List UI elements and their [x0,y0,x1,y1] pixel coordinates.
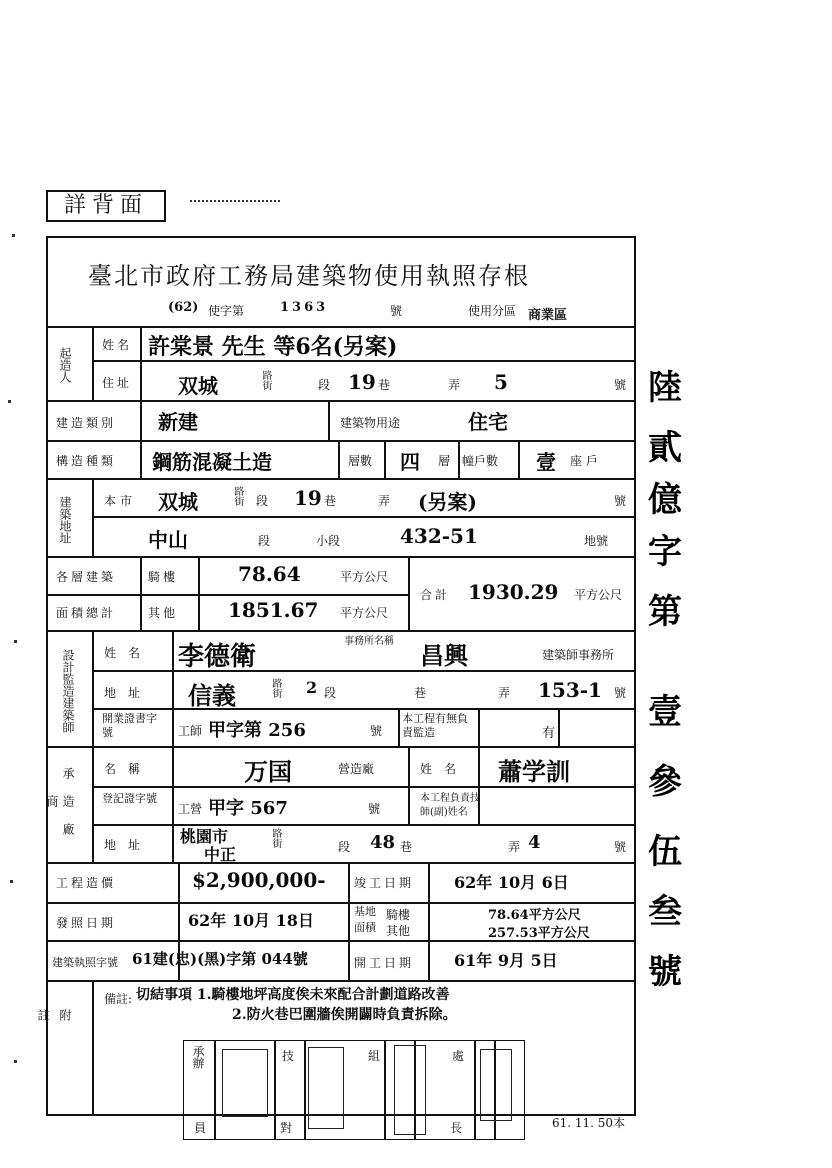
approval-stamps [183,1040,525,1140]
structure-value: 鋼筋混凝土造 [152,450,272,474]
building-class-label: 建造類別 [56,416,117,430]
stamp-label-tech: 技 [282,1049,295,1063]
building-use-label: 建築物用途 [340,416,401,430]
arcade-value: 78.64 [238,562,301,586]
architect-name-label: 姓名 [104,646,153,660]
architect-address-section: 段 [324,686,337,700]
completion-label: 竣工日期 [354,876,415,890]
permit-prefix: 使字第 [208,304,245,318]
contractor-name-label: 名稱 [104,762,153,776]
contractor-address-city: 桃園市 [180,827,229,846]
architect-address-road-labels: 路街 [270,678,281,698]
architect-address-road: 信義 [188,681,236,710]
scan-speck [14,1060,17,1063]
scan-speck [14,640,17,643]
site-alley: 弄 [378,494,391,508]
margin-char: 億 [648,480,682,520]
architect-license-prefix: 工師 [178,724,203,738]
building-use-value: 住宅 [468,410,508,434]
building-class-value: 新建 [158,410,198,434]
units-unit: 座 戶 [570,454,598,468]
margin-char: 字 [648,532,682,572]
stamp-label-staff: 員 [194,1121,207,1135]
contractor-name-suffix: 營造廠 [338,762,375,776]
floors-value: 四 [400,450,420,474]
site-label: 建築地址 [58,496,72,544]
arcade-unit: 平方公尺 [340,570,389,584]
architect-name-value: 李德衛 [178,642,257,672]
stamp-label-group: 組 [368,1049,381,1063]
margin-char: 號 [648,952,682,992]
site-city: 本市 [104,494,137,508]
start-value: 61年 9月 5日 [454,951,558,970]
other-unit: 平方公尺 [340,606,389,620]
contractor-person-label: 姓名 [420,762,469,776]
contractor-name-value: 万国 [244,757,292,786]
permit-number: 1363 [280,300,329,315]
site-lane: 巷 [324,494,337,508]
margin-char: 參 [648,762,682,802]
architect-supervision-value: 有 [542,726,556,741]
contractor-reg-prefix: 工營 [178,802,203,816]
builder-address-no: 號 [614,378,627,392]
margin-char: 貳 [648,428,682,468]
contractor-address-section: 段 [338,840,351,854]
architect-license-label: 開業證書字號 [102,712,157,739]
cost-label: 工程造價 [56,876,117,890]
header-tag-text: 詳背面 [63,193,148,218]
seal-stamp [222,1049,268,1117]
permit-form [36,236,636,1116]
contractor-reg-label: 登記證字號 [102,792,157,805]
architect-license-value: 甲字第 256 [208,720,306,741]
seal-stamp [480,1049,512,1121]
base-other-label: 其他 [386,924,411,938]
scan-speck [8,400,11,403]
scan-speck [10,880,13,883]
margin-char: 叁 [648,892,682,932]
base-arcade-value: 78.64平方公尺 [488,908,581,923]
builder-address-label: 住址 [102,376,133,390]
print-code: 61. 11. 50本 [552,1116,626,1130]
architect-office-label: 事務所名稱 [344,636,394,647]
remarks-note-label: 備註: [104,992,133,1006]
architect-section-label: 設計監造建築師 [61,649,75,733]
arcade-label: 騎樓 [148,570,179,584]
zone-value: 商業區 [528,308,568,323]
builder-address-road-labels: 路街 [260,370,271,390]
remarks-line2: 2.防火巷巴圍牆俟開闢時負責拆除。 [232,1007,457,1023]
other-value: 1851.67 [228,598,319,622]
margin-char: 第 [648,592,682,632]
contractor-reg-value: 甲字 567 [208,798,288,819]
seal-stamp [394,1045,426,1135]
cost-value: $2,900,000- [192,868,326,892]
builder-address-no-value: 5 [494,370,508,394]
floor-area-label-top: 各層建築 [56,570,117,584]
builder-address-district: 双城 [178,374,218,398]
contractor-person-value: 蕭学訓 [498,757,570,786]
total-value: 1930.29 [468,580,559,604]
architect-address-lane: 巷 [414,686,427,700]
architect-supervision-label: 本工程有無負責監造 [402,712,468,739]
builder-name-value: 許棠景 先生 等6名(另案) [148,334,398,360]
margin-char: 壹 [648,692,682,732]
builder-address-section: 段 [318,378,331,392]
architect-license-suffix: 號 [370,724,383,738]
architect-address-no: 號 [614,686,627,700]
units-label: 幢戶數 [462,454,499,468]
contractor-address-road-labels: 路街 [270,828,281,848]
architect-address-label: 地址 [104,686,153,700]
total-label: 合計 [420,588,451,602]
site-lane-value: 19 [294,486,322,510]
base-area-label: 基地面積 [354,905,376,934]
contractor-address-road: 中正 [204,845,237,864]
floors-unit: 層 [438,454,451,468]
floors-label: 層數 [348,454,373,468]
architect-address-section-value: 2 [306,678,318,697]
header-tag [46,190,166,222]
permit-year: (62) [168,300,199,315]
architect-address-no-value: 153-1 [538,678,602,702]
stamp-label-check: 對 [280,1121,293,1135]
margin-char: 陸 [648,368,682,408]
architect-office-suffix: 建築師事務所 [542,648,615,662]
margin-annotation [648,360,694,994]
architect-office-value: 昌興 [420,641,468,670]
license-no-label: 建築執照字號 [52,956,118,969]
base-other-value: 257.53平方公尺 [488,926,590,941]
permit-line [168,300,618,322]
builder-address-lane-value: 19 [348,370,376,394]
seal-stamp [308,1047,344,1129]
floor-area-label-bottom: 面積總計 [56,606,117,620]
scan-speck [12,234,15,237]
issue-label: 發照日期 [56,916,117,930]
contractor-address-no: 號 [614,840,627,854]
site-lot-number: 432-51 [400,524,478,548]
site-area-section: 段 [258,534,271,548]
margin-char: 伍 [648,832,682,872]
base-arcade-label: 騎樓 [386,908,411,922]
remarks-line1: 切結事項 1.騎樓地坪高度俟未來配合計劃道路改善 [136,987,450,1003]
license-no-value: 61建(忠)(黑)字第 044號 [132,950,308,968]
stamp-label-handling: 承辦 [191,1045,205,1069]
start-label: 開工日期 [354,956,415,970]
site-district: 双城 [158,490,198,514]
contractor-address-label: 地址 [104,838,153,852]
header-scribble [190,200,280,202]
contractor-tech-label: 本工程負責技師(副)姓名 [420,793,480,818]
site-no: 號 [614,494,627,508]
other-label: 其他 [148,606,179,620]
builder-name-label: 姓名 [102,338,133,352]
contractor-address-alley-value: 4 [528,832,541,853]
contractor-address-lane-value: 48 [370,832,396,853]
site-section: 段 [256,494,269,508]
permit-suffix: 號 [390,304,403,318]
builder-section-label: 起造人 [58,347,72,383]
form-title: 臺北市政府工務局建築物使用執照存根 [88,262,530,290]
completion-value: 62年 10月 6日 [454,873,569,892]
total-unit: 平方公尺 [574,588,623,602]
structure-label: 構造種類 [56,454,117,468]
builder-address-alley: 弄 [448,378,461,392]
site-area-district: 中山 [148,528,188,552]
contractor-section-label: 承造廠商 [45,767,75,851]
contractor-reg-suffix: 號 [368,802,381,816]
stamp-label-chief: 長 [450,1121,463,1135]
architect-address-alley: 弄 [498,686,511,700]
units-value: 壹 [536,450,556,474]
site-area-subsection: 小段 [316,534,341,548]
site-road-labels: 路街 [232,486,243,506]
site-alley-value: (另案) [418,490,477,514]
builder-address-lane: 巷 [378,378,391,392]
stamp-label-office: 處 [452,1049,465,1063]
contractor-address-alley: 弄 [508,840,521,854]
remarks-section-label: 附註 [36,1009,72,1091]
zone-label: 使用分區 [468,304,517,318]
issue-value: 62年 10月 18日 [188,911,314,930]
site-lot-label: 地號 [584,534,609,548]
contractor-address-lane: 巷 [400,840,413,854]
